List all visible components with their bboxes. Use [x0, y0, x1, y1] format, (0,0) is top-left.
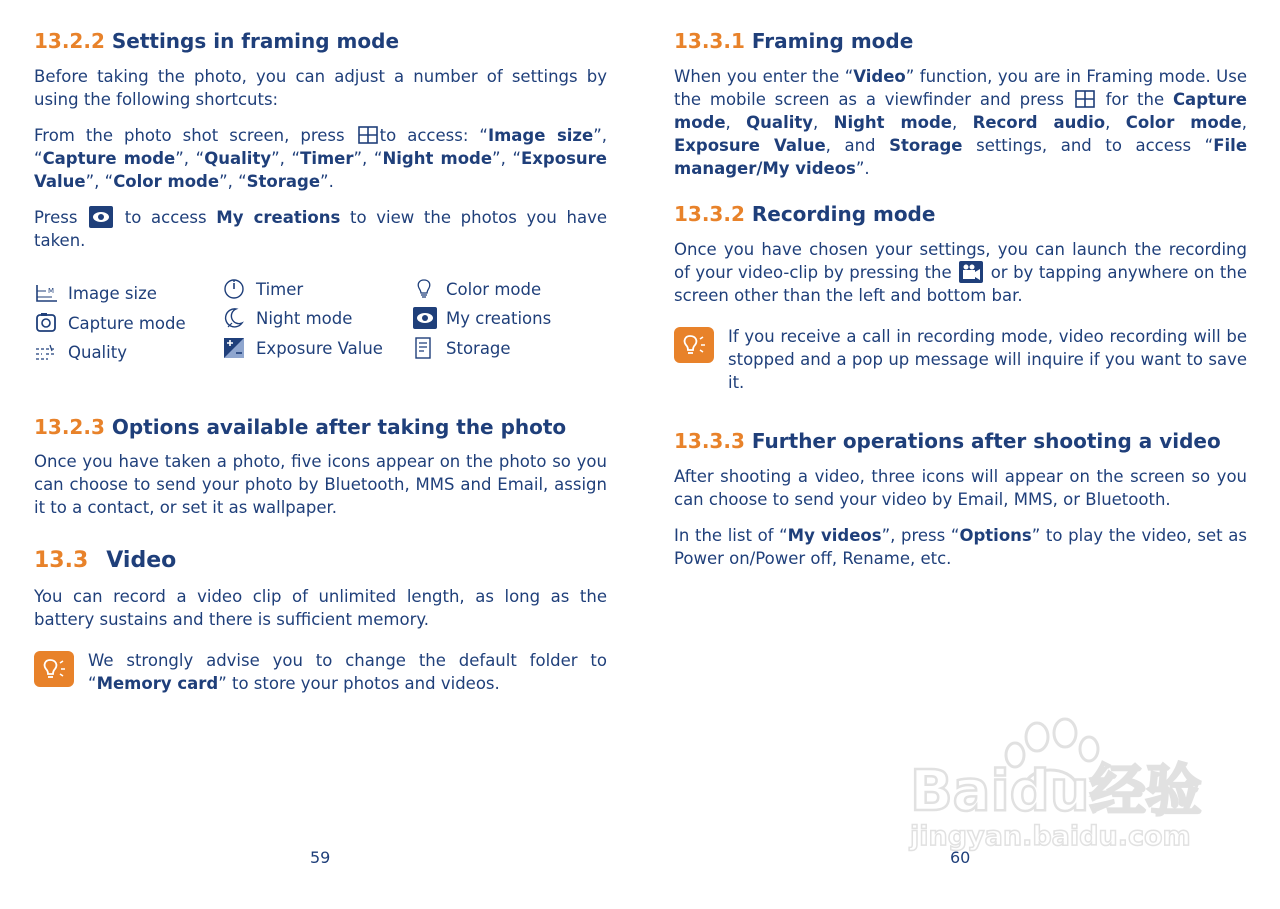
image-size-icon [34, 282, 60, 304]
term-capture-mode: Capture mode [674, 90, 1247, 132]
grid-label: Night mode [256, 308, 353, 328]
paragraph-intro: Before taking the photo, you can adjust a number of settings by using the following shortcuts: [34, 67, 607, 109]
storage-icon [412, 337, 438, 359]
term-storage: Storage [889, 136, 963, 155]
section-title: Video [106, 548, 177, 573]
term-memory-card: Memory card [96, 674, 219, 693]
grid-label: Timer [256, 279, 304, 299]
text: ”. [320, 172, 334, 191]
left-page [34, 26, 607, 695]
text: From the photo shot screen, press [34, 126, 345, 145]
night-mode-icon [222, 307, 248, 329]
paragraph-shortcuts [34, 124, 607, 193]
term-options: Options [959, 526, 1032, 545]
text: , and [825, 136, 876, 155]
paragraph-further-operations: After shooting a video, three icons will appear on the screen so you can choose to send your video by Email, MMS, or Bluetooth. [674, 467, 1247, 509]
text: ”, “ [353, 149, 383, 168]
paragraph-framing-mode [674, 65, 1247, 180]
term-night-mode: Night mode [833, 113, 952, 132]
text: settings, and to access “ [976, 136, 1214, 155]
paragraph-my-creations [34, 206, 607, 252]
term-color-mode: Color mode [1125, 113, 1242, 132]
text: ”, “ [271, 149, 301, 168]
text: , [725, 113, 731, 132]
tip-memory-card [34, 649, 607, 695]
term-my-videos: My videos [787, 526, 882, 545]
paragraph-photo-options: Once you have taken a photo, five icons appear on the photo so you can choose to send your photo by Bluetooth, MMS and Email, assign it to a contact, or set it as wallpaper. [34, 452, 607, 517]
text: to access [124, 208, 207, 227]
section-number: 13.3.2 [674, 202, 745, 226]
lightbulb-tip-icon [34, 651, 74, 687]
grid-menu-icon [358, 125, 378, 145]
text: ” to store your photos and videos. [218, 674, 500, 693]
section-number: 13.3.1 [674, 29, 745, 53]
quality-icon [34, 341, 60, 363]
section-heading-13-3-1 [674, 26, 1247, 56]
term-storage: Storage [246, 172, 321, 191]
term-timer: Timer [300, 149, 354, 168]
term-video: Video [853, 67, 906, 86]
section-heading-13-2-3 [34, 412, 607, 442]
text: ”. [855, 159, 870, 178]
text: ”, press “ [881, 526, 960, 545]
grid-label: Storage [446, 338, 511, 358]
text: Press [34, 208, 78, 227]
grid-item-capture-mode [34, 312, 186, 334]
section-heading-13-3-3 [674, 426, 1247, 456]
term-night-mode: Night mode [382, 149, 493, 168]
eye-icon [89, 206, 113, 228]
tip-text: If you receive a call in recording mode, video recording will be stopped and a pop up message will inquire if you want to save it. [728, 327, 1247, 392]
grid-item-night-mode [222, 307, 352, 329]
capture-mode-icon [34, 312, 60, 334]
section-title: Recording mode [751, 202, 936, 226]
text: ”, “ [34, 126, 608, 168]
my-creations-icon [412, 307, 438, 329]
grid-label: Quality [68, 342, 127, 362]
grid-item-timer [222, 278, 303, 300]
baidu-jingyan-watermark [905, 715, 1205, 865]
section-heading-13-3 [34, 545, 607, 577]
grid-label: Capture mode [68, 313, 186, 333]
text: , [1105, 113, 1111, 132]
exposure-value-icon [222, 337, 248, 359]
text: ”, “ [85, 172, 114, 191]
timer-icon [222, 278, 248, 300]
term-exposure-value: Exposure Value [674, 136, 826, 155]
section-title: Further operations after shooting a video [751, 429, 1221, 453]
text: , [813, 113, 819, 132]
text: or by tapping anywhere on the screen other than the left and bottom bar. [674, 263, 1248, 305]
section-number: 13.3.3 [674, 429, 745, 453]
term-color-mode: Color mode [113, 172, 220, 191]
term-record-audio: Record audio [972, 113, 1106, 132]
text: , [951, 113, 958, 132]
section-title: Options available after taking the photo [111, 415, 567, 439]
text: to access: “ [379, 126, 488, 145]
grid-item-storage [412, 337, 511, 359]
grid-item-my-creations [412, 307, 551, 329]
grid-item-color-mode [412, 278, 541, 300]
color-mode-icon [412, 278, 438, 300]
grid-label: Image size [68, 283, 157, 303]
text: for the [1105, 90, 1165, 109]
paragraph-my-videos [674, 524, 1247, 570]
section-title: Settings in framing mode [111, 29, 400, 53]
watermark-brand: Baidu经验 [910, 759, 1202, 824]
page-number-right: 60 [950, 848, 971, 867]
term-quality: Quality [746, 113, 814, 132]
text: ”, “ [219, 172, 247, 191]
right-page [674, 26, 1247, 570]
video-camera-icon [959, 261, 983, 283]
term-image-size: Image size [487, 126, 594, 145]
section-heading-13-3-2 [674, 199, 1247, 229]
grid-menu-icon [1075, 89, 1095, 109]
section-number: 13.2.2 [34, 29, 105, 53]
page-number-left: 59 [310, 848, 331, 867]
paragraph-recording-mode [674, 238, 1247, 307]
text: We strongly advise you to change the default folder to “ [88, 651, 607, 693]
grid-label: Exposure Value [256, 338, 383, 358]
text: In the list of “ [674, 526, 788, 545]
text: Once you have chosen your settings, you can launch the recording of your video-clip by pressing the [674, 240, 1247, 282]
section-heading-13-2-2 [34, 26, 607, 56]
text: ” to play the video, set as Power on/Power off, Rename, etc. [674, 526, 1247, 568]
paragraph-video-intro: You can record a video clip of unlimited length, as long as the battery sustains and there is sufficient memory. [34, 587, 607, 629]
text: to view the photos you have taken. [34, 208, 607, 250]
text: , [1241, 113, 1247, 132]
grid-item-quality [34, 341, 127, 363]
text: ” function, you are in Framing mode. Use the mobile screen as a viewfinder and press [674, 67, 1247, 109]
term-exposure-value: Exposure Value [34, 149, 607, 191]
term-my-creations: My creations [216, 208, 341, 227]
tip-text [88, 649, 607, 695]
term-quality: Quality [204, 149, 272, 168]
settings-icon-grid [34, 278, 607, 374]
section-number: 13.2.3 [34, 415, 105, 439]
text: When you enter the “ [674, 67, 854, 86]
text: ”, “ [175, 149, 205, 168]
term-file-manager: File manager/My videos [674, 136, 1248, 178]
grid-item-exposure-value [222, 337, 383, 359]
grid-label: Color mode [446, 279, 542, 299]
lightbulb-tip-icon [674, 327, 714, 363]
term-capture-mode: Capture mode [42, 149, 176, 168]
baidu-paw-logo-icon [905, 715, 1205, 865]
text: ”, “ [492, 149, 522, 168]
grid-label: My creations [446, 308, 552, 328]
tip-recording-call [674, 325, 1247, 394]
grid-item-image-size [34, 282, 157, 304]
section-number: 13.3 [34, 548, 89, 573]
svg-text:M: M [48, 287, 55, 295]
section-title: Framing mode [751, 29, 914, 53]
watermark-url: jingyan.baidu.com [910, 821, 1191, 852]
